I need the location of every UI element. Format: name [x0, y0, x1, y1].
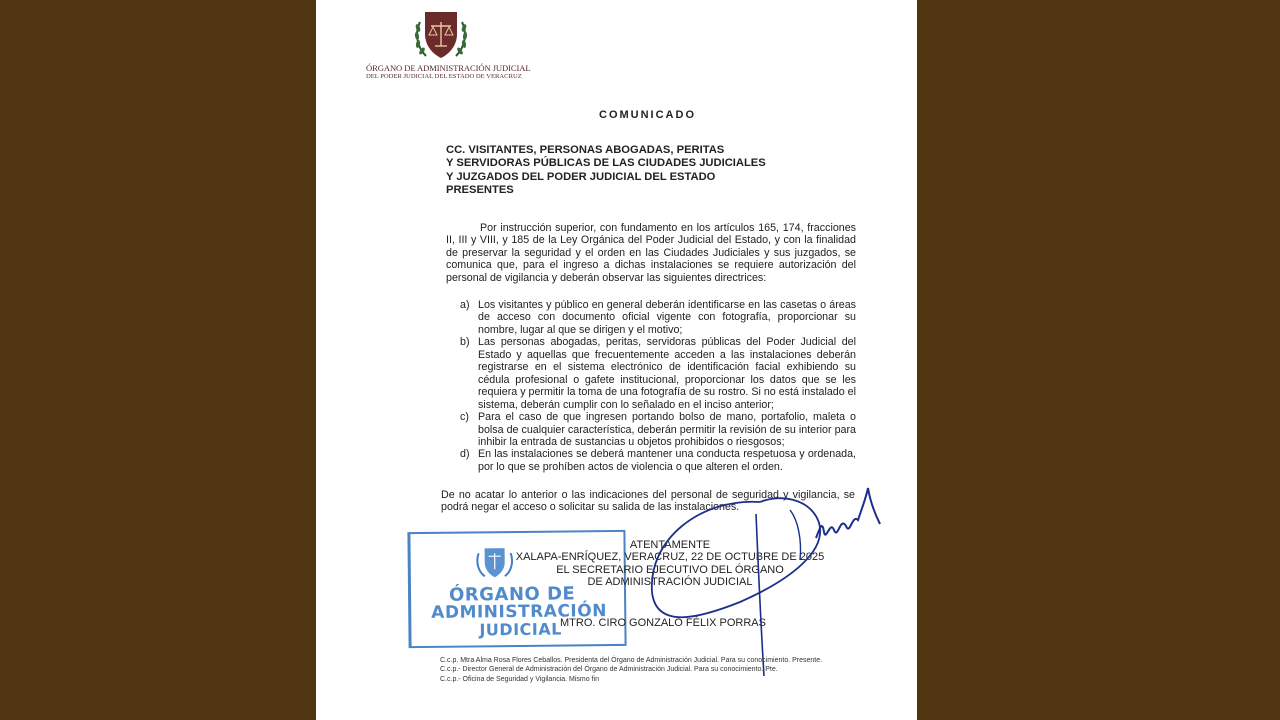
document-title: COMUNICADO [599, 109, 696, 121]
list-text: Para el caso de que ingresen portando bolso de mano, portafolio, maleta o bolsa de cualquier característica, deberán permitir la revisión de su interior para inhibir la entrada de sustancias u objetos prohibidos o riesgosos; [478, 411, 856, 448]
copy-recipients [440, 656, 822, 684]
list-marker: c) [460, 411, 469, 424]
org-subtitle: DEL PODER JUDICIAL DEL ESTADO DE VERACRUZ [366, 73, 522, 80]
signer-position: DE ADMINISTRACIÓN JUDICIAL [587, 576, 753, 589]
directives-list [446, 299, 856, 473]
ccp-line: C.c.p. Mtra Alma Rosa Flores Ceballos. Presidenta del Órgano de Administración Judicial. Para su conocimiento. Presente. [440, 657, 823, 664]
list-text: En las instalaciones se deberá mantener una conducta respetuosa y ordenada, por lo que se prohíben actos de violencia o que alteren el orden. [478, 448, 856, 473]
regards-text: ATENTAMENTE [629, 539, 711, 551]
intro-text: Por instrucción superior, con fundamento en los artículos 165, 174, fracciones II, III y VIII, y 185 de la Ley Orgánica del Poder Judicial del Estado, y con la finalidad de preservar la seguridad y el orden en las Ciudades Judiciales y sus juzgados, se comunica que, para el ingreso a dichas instalaciones se requiere autorización del personal de vigilancia y deberán observar las siguientes directrices: [446, 222, 856, 284]
place-date: XALAPA-ENRÍQUEZ, VERACRUZ, 22 DE OCTUBRE DE 2025 [515, 551, 825, 564]
stamp-text: ÓRGANO DE [448, 583, 576, 606]
addressee-line: Y JUZGADOS DEL PODER JUDICIAL DEL ESTADO [446, 170, 716, 183]
addressee-block [446, 144, 766, 197]
handwritten-signature [640, 480, 890, 680]
laurel-shield-logo-icon [412, 8, 470, 64]
list-item [446, 299, 856, 336]
signer-position: EL SECRETARIO EJECUTIVO DEL ÓRGANO [556, 563, 784, 576]
ccp-line: C.c.p.- Oficina de Seguridad y Vigilancia. Mismo fin [440, 675, 599, 683]
addressee-line: PRESENTES [446, 183, 514, 196]
list-marker: d) [460, 448, 470, 461]
stamp-text: ADMINISTRACIÓN [431, 601, 607, 623]
stamp-text: JUDICIAL [479, 619, 562, 640]
list-text: Los visitantes y público en general deberán identificarse en las casetas o áreas de acceso con documento oficial vigente con fotografía, proporcionar su nombre, lugar al que se dirigen y el motivo; [478, 299, 856, 336]
list-text: Las personas abogadas, peritas, servidoras públicas del Poder Judicial del Estado y aquellas que frecuentemente acceden a las instalaciones deberán registrarse en el sistema electrónico de identificación facial exhibiendo su cédula profesional o gafete institucional, proporcionar los datos que se les requiera y permitir la toma de una fotografía de su rostro. Si no está instalado el sistema, deberán cumplir con lo señalado en el inciso anterior; [478, 336, 856, 411]
list-item [446, 411, 856, 448]
addressee-line: Y SERVIDORAS PÚBLICAS DE LAS CIUDADES JUDICIALES [446, 157, 766, 170]
intro-paragraph [446, 222, 856, 284]
list-marker: b) [460, 336, 470, 349]
signer-name: MTRO. CIRO GONZALO FÉLIX PORRAS [560, 617, 766, 629]
list-marker: a) [460, 299, 470, 311]
addressee-line: CC. VISITANTES, PERSONAS ABOGADAS, PERITAS [446, 144, 725, 156]
org-name: ÓRGANO DE ADMINISTRACIÓN JUDICIAL [366, 63, 531, 73]
list-item [446, 448, 856, 473]
closing-paragraph: De no acatar lo anterior o las indicaciones del personal de seguridad y vigilancia, se podrá negar el acceso o solicitar su salida de las instalaciones. [441, 489, 855, 514]
list-item [446, 336, 856, 411]
ccp-line: C.c.p.- Director General de Administración del Órgano de Administración Judicial. Para su conocimiento. Pte. [440, 666, 778, 674]
